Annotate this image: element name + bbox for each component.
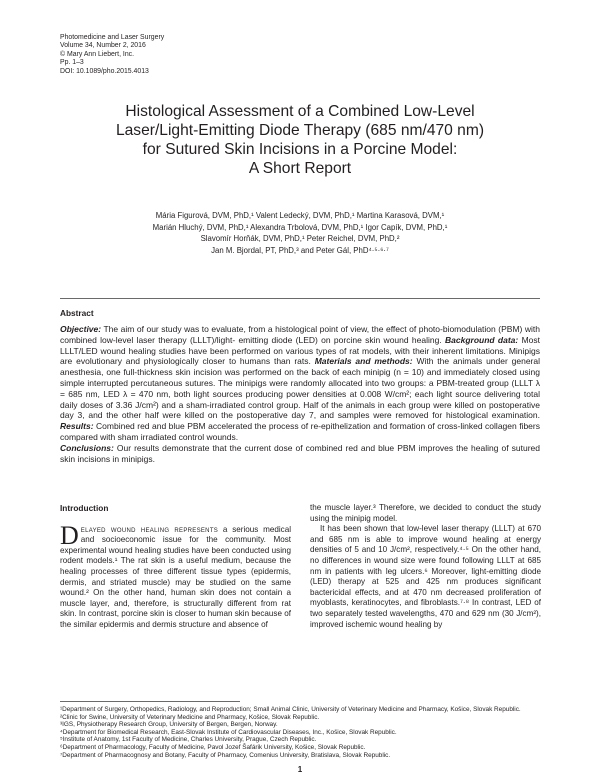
title-line: Histological Assessment of a Combined Low-Level (125, 103, 475, 120)
right-column (310, 503, 541, 630)
conclusions-text: Our results demonstrate that the current dose of combined red and blue PBM improves the healing of sutured skin incisions in minipigs. (60, 442, 540, 464)
copyright: © Mary Ann Liebert, Inc. (60, 50, 135, 58)
title-line: Laser/Light-Emitting Diode Therapy (685 nm/470 nm) (115, 122, 485, 139)
methods-text: With the animals under general anesthesia, one full-thickness skin incision was performed on the back of each minipig (n = 10) and immediately closed using simple interrupted percutaneous sutures. The minipigs were randomly allocated into two groups: a PBM-treated group (LLLT λ = 685 nm, LED λ = 470 nm, both light sources producing power densities at 0.008 W/cm²; each light source delivering total daily doses of 3.36 J/cm²) and a sham-irradiated control group. Half of the animals in each group were killed on postoperative day 3, and the other half were killed on the postoperative day 7, and samples were removed for histological examination. (60, 356, 540, 421)
left-column (60, 503, 291, 631)
footnote: ²Clinic for Swine, University of Veterinary Medicine and Pharmacy, Košice, Slovak Republic. (60, 713, 320, 721)
results-label: Results: (60, 421, 94, 432)
abstract-heading: Abstract (60, 308, 94, 318)
background-label: Background data: (445, 334, 519, 345)
intro-paragraph (60, 520, 292, 631)
intro-right-paragraph-2: It has been shown that low-level laser therapy (LLLT) at 670 and 685 nm is able to improve wound healing at energy densities of 5 and 10 J/cm², respectively.⁴·⁵ On the other hand, no differences in wound size were found following LLLT at 685 nm in patients with leg ulcers.⁶ Moreover, light-emitting diode (LED) therapy at 525 and 425 nm produces significant bactericidal effects, and at 470 nm decreased proliferation of myoblasts, keratinocytes, and fibroblasts.⁷·⁸ In contrast, LED of two separately tested wavelengths, 470 and 629 nm (30 J/cm²), improved ischemic wound healing by (310, 524, 541, 629)
page-number: 1 (297, 765, 303, 774)
page-range: Pp. 1–3 (60, 59, 84, 67)
journal-metadata (60, 34, 164, 76)
objective-text: The aim of our study was to evaluate, from a histological point of view, the effect of photo-biomodulation (PBM) with combined low-level laser therapy (LLLT)/light- emitting diode (LED) on porcine skin wound healing. (60, 324, 540, 345)
footnote: ⁶Department of Pharmacology, Faculty of Medicine, Pavol Jozef Šafárik University, Košice, Slovak Republic. (60, 743, 366, 751)
author-line: Jan M. Bjordal, PT, PhD,³ and Peter Gál, PhD⁴·⁵·⁶·⁷ (211, 245, 389, 255)
doi: DOI: 10.1089/pho.2015.4013 (60, 67, 149, 75)
author-list (70, 210, 530, 256)
journal-volume: Volume 34, Number 2, 2016 (60, 42, 146, 50)
footnote: ³IGS, Physiotherapy Research Group, University of Bergen, Bergen, Norway. (60, 721, 278, 729)
author-line: Marián Hluchý, DVM, PhD,¹ Alexandra Trbolová, DVM, PhD,¹ Igor Capík, DVM, PhD,¹ (152, 222, 448, 232)
objective-label: Objective: (60, 324, 102, 334)
drop-cap: D (60, 520, 79, 550)
paper-title (60, 102, 540, 178)
conclusions-label: Conclusions: (60, 442, 114, 453)
footnote-rule (60, 701, 240, 702)
intro-smallcaps-lead: elayed wound healing represents (80, 524, 219, 534)
footnote: ⁷Department of Pharmacognosy and Botany, Faculty of Pharmacy, Comenius University, Bratislava, Slovak Republic. (60, 751, 391, 759)
title-line: for Sutured Skin Incisions in a Porcine Model: (142, 141, 458, 158)
affiliations-footnotes (60, 706, 540, 759)
author-line: Slavomír Horňák, DVM, PhD,¹ Peter Reichel, DVM, PhD,² (200, 234, 400, 244)
title-line: A Short Report (248, 160, 352, 177)
introduction-heading: Introduction (60, 503, 109, 513)
results-text: Combined red and blue PBM accelerated the process of re-epithelization and formation of cross-linked collagen fibers compared with sham irradiated control wounds. (60, 421, 540, 442)
footnote: ⁴Department for Biomedical Research, East-Slovak Institute of Cardiovascular Diseases, Inc., Košice, Slovak Republic. (60, 728, 397, 736)
footnote: ⁵Institute of Anatomy, 1st Faculty of Medicine, Charles University, Prague, Czech Republic. (60, 736, 317, 744)
journal-name: Photomedicine and Laser Surgery (60, 34, 165, 41)
intro-left-text: a serious medical and socioeconomic issue for the community. Most experimental wound healing studies have been conducted using rodent models.¹ The rat skin is a useful medium, because the healing processes of three different tissue types (epidermis, dermis, and striated muscle) may be studied on the same wound.² On the other hand, human skin does not contain a muscle layer, and, therefore, is structurally different from rat skin. In contrast, porcine skin is closer to human skin because of the similar epidermis and dermis structure and absence of (60, 524, 292, 629)
abstract-body (60, 324, 540, 464)
footnote: ¹Department of Surgery, Orthopedics, Radiology, and Reproduction; Small Animal Clinic, University of Veterinary Medicine and Pharmacy, Košice, Slovak Republic. (60, 706, 521, 713)
background-text: Most LLLT/LED wound healing studies have been performed on various types of rat models, with their inherent limitations. Minipigs are evolutionary and physiologically closer to humans than rats. (60, 334, 540, 367)
intro-right-paragraph-1: the muscle layer.³ Therefore, we decided to conduct the study using the minipig model. (310, 503, 541, 523)
methods-label: Materials and methods: (314, 356, 413, 367)
author-line: Mária Figurová, DVM, PhD,¹ Valent Ledecký, DVM, PhD,¹ Martina Karasová, DVM,¹ (155, 211, 445, 220)
abstract-top-rule (60, 298, 540, 299)
